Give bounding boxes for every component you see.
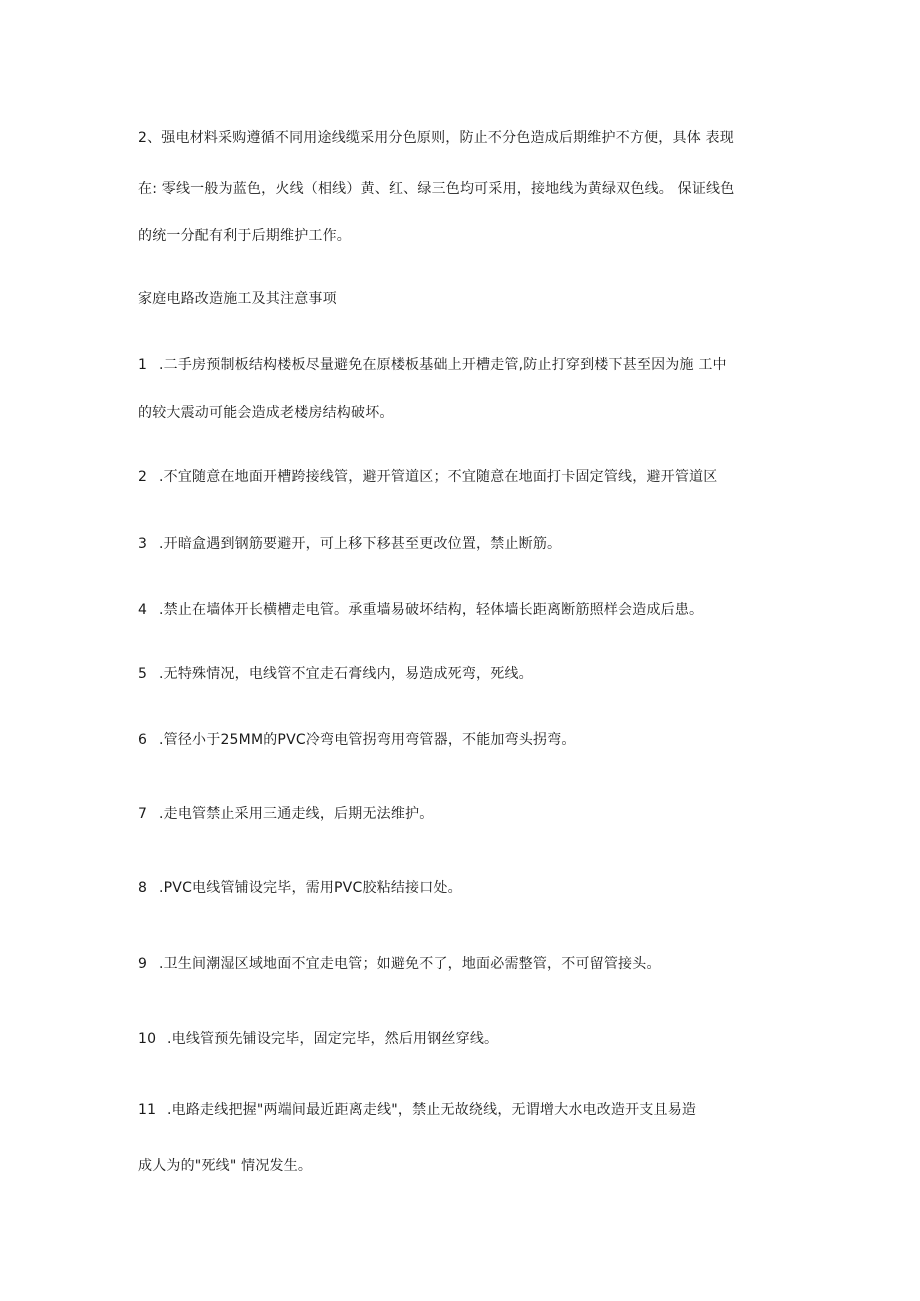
list-item-4 [138,601,703,619]
list-item-number: 5 [138,666,148,682]
list-item-text: .电线管预先铺设完毕，固定完毕，然后用钢丝穿线。 [167,1031,499,1047]
list-item-number: 6 [138,732,148,748]
list-item-11-continued: 成人为的"死线" 情况发生。 [138,1158,313,1174]
list-item-2 [138,468,717,486]
list-item-1-continued: 的较大震动可能会造成老楼房结构破坏。 [138,405,394,421]
list-item-text: .无特殊情况，电线管不宜走石膏线内，易造成死弯，死线。 [159,666,533,682]
list-item-text: .二手房预制板结构楼板尽量避免在原楼板基础上开槽走管,防止打穿到楼下甚至因为施 工中 [159,357,727,373]
intro-line-2: 在: 零线一般为蓝色，火线（相线）黄、红、绿三色均可采用，接地线为黄绿双色线。 保证线色 [138,181,735,197]
list-item-text: .不宜随意在地面开槽跨接线管，避开管道区；不宜随意在地面打卡固定管线，避开管道区 [159,469,718,485]
list-item-number: 10 [138,1031,157,1047]
list-item-text: .禁止在墙体开长横槽走电管。承重墙易破坏结构，轻体墙长距离断筋照样会造成后患。 [159,602,704,618]
list-item-number: 11 [138,1102,157,1118]
list-item-text: .卫生间潮湿区域地面不宜走电管；如避免不了，地面必需整管，不可留管接头。 [159,956,661,972]
list-item-number: 9 [138,956,148,972]
list-item-number: 2 [138,469,148,485]
list-item-1 [138,356,727,374]
list-item-3 [138,535,561,553]
list-item-11 [138,1101,696,1119]
section-heading: 家庭电路改造施工及其注意事项 [138,291,337,307]
list-item-10 [138,1030,498,1048]
list-item-6 [138,731,576,749]
list-item-text: .走电管禁止采用三通走线，后期无法维护。 [159,806,434,822]
list-item-number: 8 [138,880,148,896]
intro-line-1: 2、强电材料采购遵循不同用途线缆采用分色原则，防止不分色造成后期维护不方便，具体 表现 [138,130,734,146]
list-item-number: 4 [138,602,148,618]
list-item-8 [138,879,462,897]
list-item-number: 1 [138,357,148,373]
list-item-text: .开暗盒遇到钢筋要避开，可上移下移甚至更改位置，禁止断筋。 [159,536,562,552]
list-item-text: .管径小于25MM的PVC冷弯电管拐弯用弯管器，不能加弯头拐弯。 [159,732,576,748]
list-item-text: .电路走线把握"两端间最近距离走线"，禁止无故绕线，无谓增大水电改造开支且易造 [167,1102,697,1118]
list-item-5 [138,665,533,683]
list-item-number: 3 [138,536,148,552]
list-item-number: 7 [138,806,148,822]
list-item-7 [138,805,433,823]
list-item-9 [138,955,661,973]
intro-line-3: 的统一分配有利于后期维护工作。 [138,228,351,244]
list-item-text: .PVC电线管铺设完毕，需用PVC胶粘结接口处。 [159,880,462,896]
